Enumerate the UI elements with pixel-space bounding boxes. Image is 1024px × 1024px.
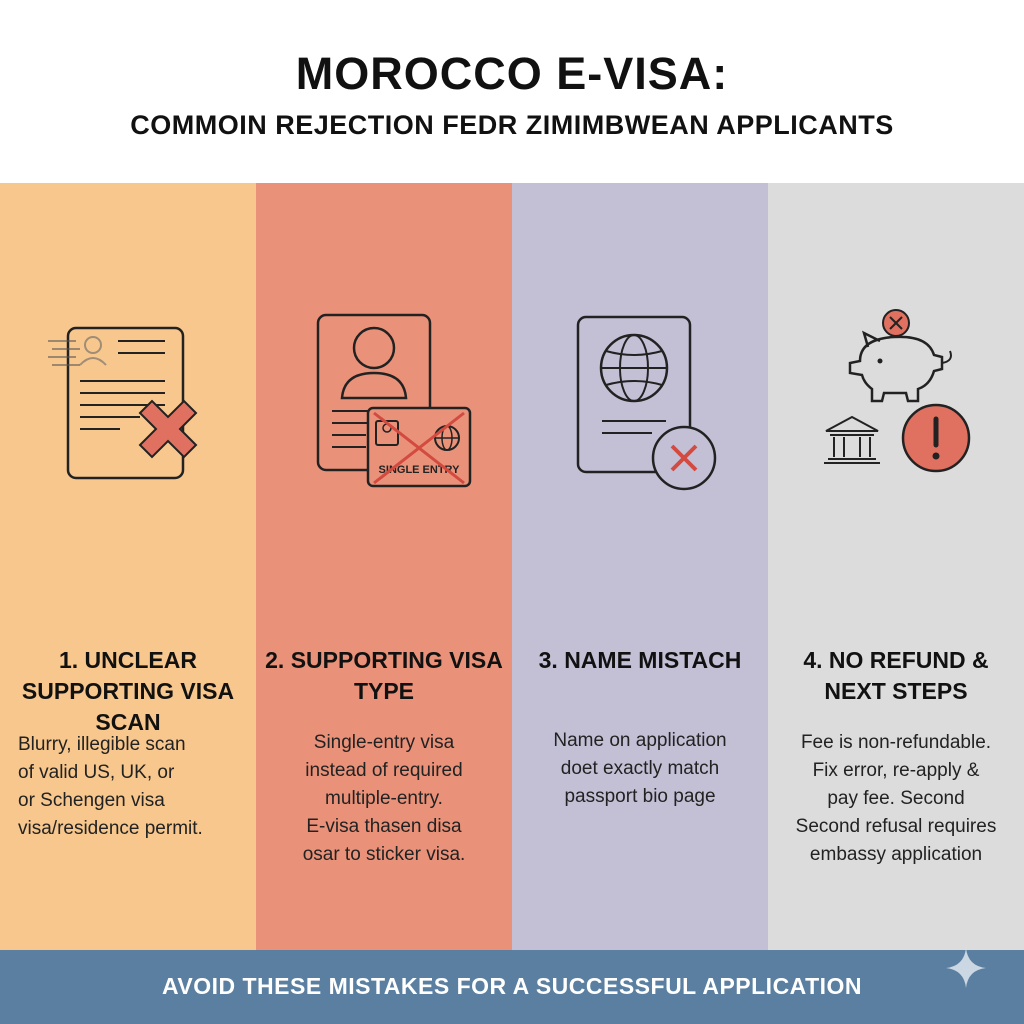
footer-text: AVOID THESE MISTAKES FOR A SUCCESSFUL APPLICATION — [161, 973, 863, 999]
column-heading: 2. SUPPORTING VISA TYPE — [265, 647, 503, 704]
piggy-bank-alert-icon — [768, 303, 1024, 503]
column-visa-type — [256, 183, 512, 950]
column-heading: 1. UNCLEAR SUPPORTING VISA SCAN — [21, 647, 235, 735]
page-title: MOROCCO E-VISA: — [295, 48, 729, 99]
sparkle-icon — [944, 946, 988, 990]
passport-x-icon — [512, 303, 768, 503]
column-body: Single-entry visa instead of required multiple-entry. E-visa thasen disa osar to sticker visa. — [302, 732, 466, 865]
footer-banner — [0, 950, 1024, 1024]
blurry-document-x-icon — [0, 303, 256, 503]
column-name-mismatch — [512, 183, 768, 950]
column-heading: 4. NO REFUND & NEXT STEPS — [803, 647, 989, 704]
page-subtitle: COMMOIN REJECTION FEDR ZIMIMBWEAN APPLICANTS — [130, 110, 894, 140]
column-unclear-scan — [0, 183, 256, 950]
column-body: Blurry, illegible scan of valid US, UK, or or Schengen visa visa/residence permit. — [18, 734, 203, 839]
column-heading: 3. NAME MISTACH — [538, 647, 742, 673]
header — [0, 0, 1024, 183]
id-single-entry-card-icon — [256, 303, 512, 503]
column-no-refund — [768, 183, 1024, 950]
card-label: SINGLE ENTRY — [378, 464, 460, 476]
column-body: Fee is non-refundable. Fix error, re-apply & pay fee. Second Second refusal requires embassy application — [795, 732, 997, 865]
column-body: Name on application doet exactly match passport bio page — [553, 730, 727, 807]
